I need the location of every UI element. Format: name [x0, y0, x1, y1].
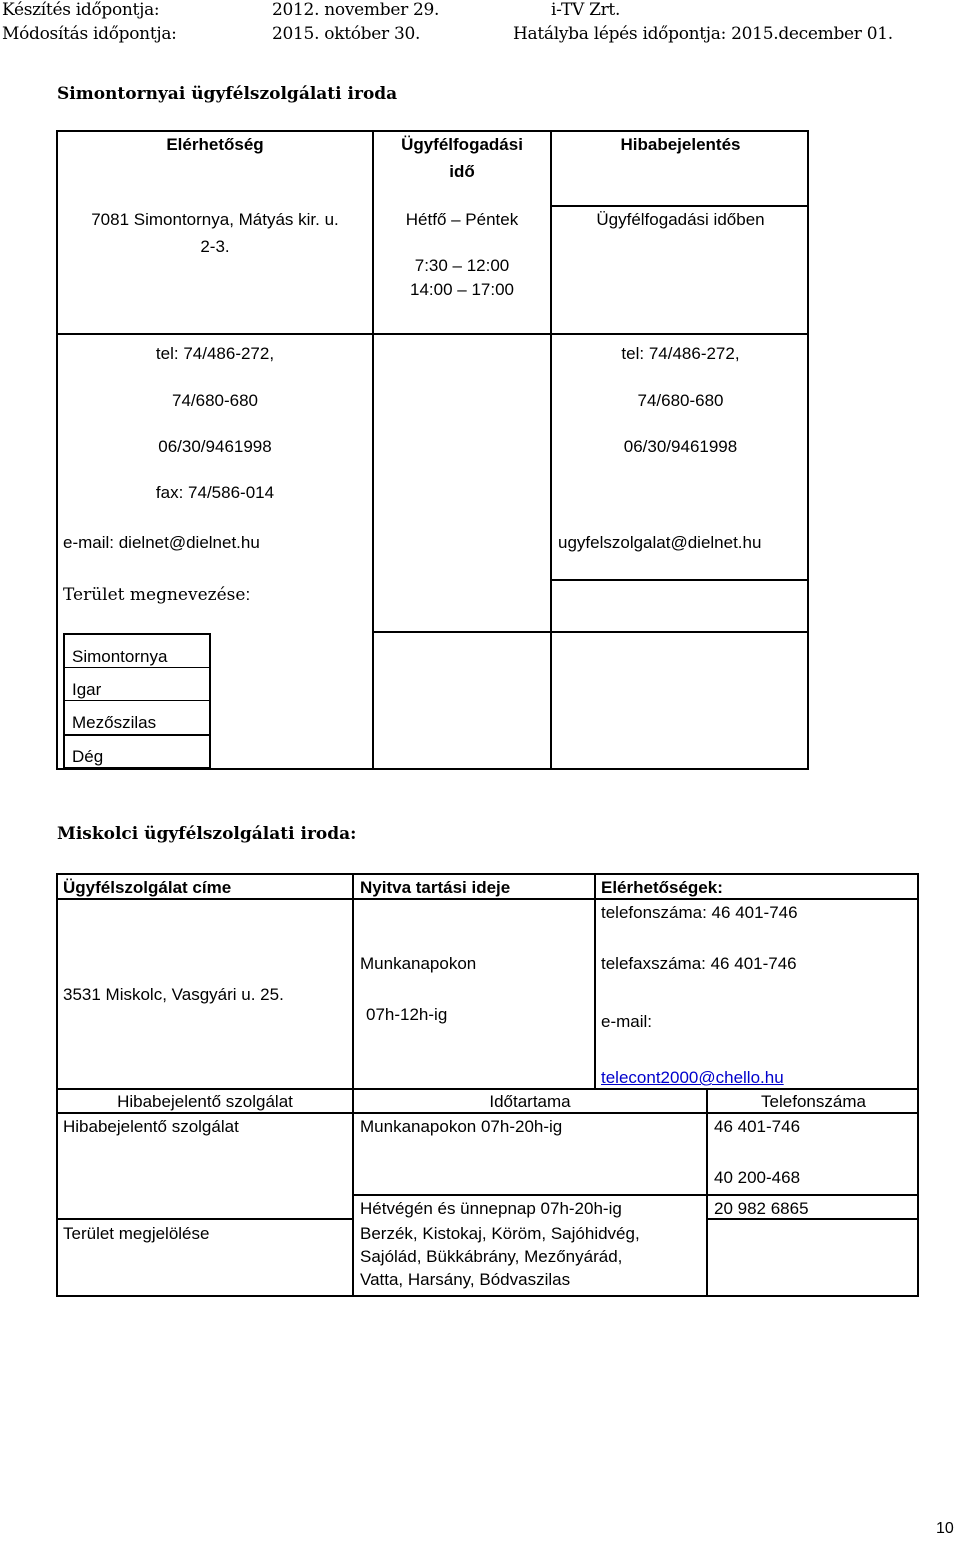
effective-date: Hatályba lépés időpontja: 2015.december 01.	[513, 24, 893, 44]
area-designation-label: Terület megjelölése	[63, 1224, 210, 1243]
report-tel-3: 06/30/9461998	[623, 437, 738, 456]
contact-email-label: e-mail:	[601, 1012, 653, 1031]
head-address: Ügyfélszolgálat címe	[63, 878, 232, 897]
area-designation-line-3: Vatta, Harsány, Bódvaszilas	[360, 1270, 571, 1289]
address-line-1: 7081 Simontornya, Mátyás kir. u.	[91, 210, 339, 229]
area-designation-line-2: Sajólád, Bükkábrány, Mezőnyárád,	[360, 1247, 623, 1266]
fault-head-service: Hibabejelentő szolgálat	[117, 1092, 293, 1111]
modified-value: 2015. október 30.	[272, 24, 421, 44]
report-time: Ügyfélfogadási időben	[596, 210, 765, 229]
fault-head-duration: Időtartama	[489, 1092, 571, 1111]
section-title-miskolc: Miskolci ügyfélszolgálati iroda:	[57, 824, 357, 844]
contact-phone: telefonszáma: 46 401-746	[601, 903, 798, 922]
contact-email-link[interactable]: telecont2000@chello.hu	[601, 1068, 784, 1087]
contact-tel-2: 74/680-680	[171, 391, 259, 410]
fault-weekend: Hétvégén és ünnepnap 07h-20h-ig	[360, 1199, 622, 1218]
contact-fax: telefaxszáma: 46 401-746	[601, 954, 797, 973]
address-line-2: 2-3.	[200, 237, 230, 256]
area-item: Mezőszilas	[72, 713, 157, 732]
opening-hours: 07h-12h-ig	[366, 1005, 448, 1024]
modified-label: Módosítás időpontja:	[2, 24, 177, 44]
section-title-simontornya: Simontornyai ügyfélszolgálati iroda	[57, 84, 398, 104]
contact-tel-3: 06/30/9461998	[158, 437, 272, 456]
fault-phone-1: 46 401-746	[714, 1117, 801, 1136]
contact-email: e-mail: dielnet@dielnet.hu	[63, 533, 260, 552]
report-tel-2: 74/680-680	[637, 391, 724, 410]
office-hours-1: 7:30 – 12:00	[414, 256, 510, 275]
area-item: Simontornya	[72, 647, 168, 666]
head-opening-hours: Nyitva tartási ideje	[360, 878, 511, 897]
col-head-report: Hibabejelentés	[620, 135, 741, 154]
created-value: 2012. november 29.	[272, 0, 440, 20]
fault-workdays: Munkanapokon 07h-20h-ig	[360, 1117, 563, 1136]
col-head-hours-1: Ügyfélfogadási	[401, 135, 523, 154]
fault-head-phone: Telefonszáma	[761, 1092, 866, 1111]
fault-service: Hibabejelentő szolgálat	[63, 1117, 239, 1136]
contact-fax: fax: 74/586-014	[155, 483, 275, 502]
report-tel-1: tel: 74/486-272,	[621, 344, 740, 363]
report-email: ugyfelszolgalat@dielnet.hu	[558, 533, 762, 552]
office-days: Hétfő – Péntek	[405, 210, 519, 229]
area-item: Dég	[72, 747, 104, 766]
page-number: 10	[936, 1520, 954, 1537]
office-hours-2: 14:00 – 17:00	[410, 280, 514, 299]
miskolc-address: 3531 Miskolc, Vasgyári u. 25.	[63, 985, 284, 1004]
area-designation-line-1: Berzék, Kistokaj, Köröm, Sajóhidvég,	[360, 1224, 640, 1243]
created-label: Készítés időpontja:	[2, 0, 160, 20]
area-label: Terület megnevezése:	[63, 585, 251, 605]
contact-tel-1: tel: 74/486-272,	[155, 344, 275, 363]
head-contacts: Elérhetőségek:	[601, 878, 723, 897]
area-item: Igar	[72, 680, 102, 699]
opening-days: Munkanapokon	[360, 954, 477, 973]
fault-phone-2: 40 200-468	[714, 1168, 801, 1187]
col-head-contact: Elérhetőség	[166, 135, 264, 154]
col-head-hours-2: idő	[449, 162, 475, 181]
fault-phone-3: 20 982 6865	[714, 1199, 809, 1218]
company-name: i-TV Zrt.	[551, 0, 621, 20]
